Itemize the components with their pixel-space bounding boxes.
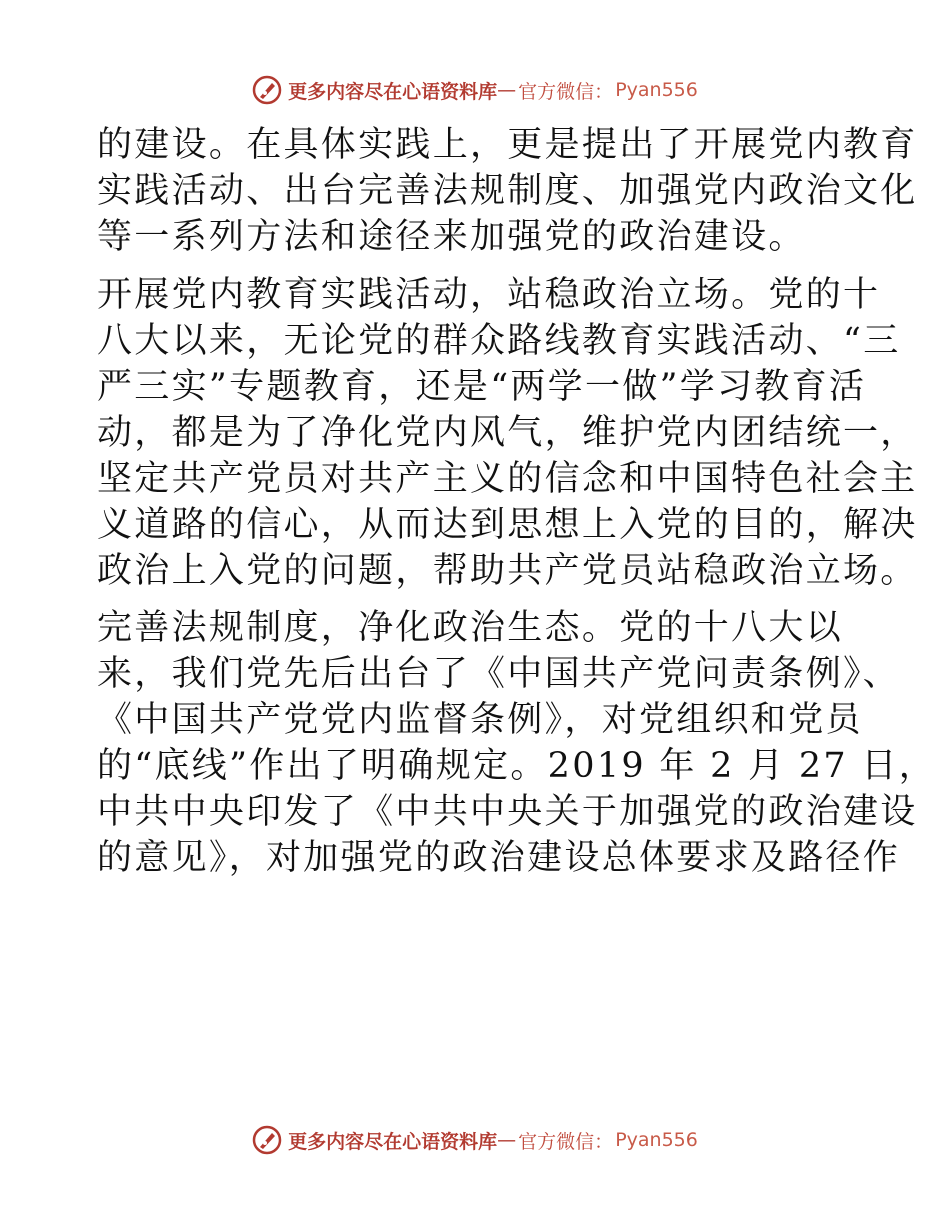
watermark-header (0, 72, 950, 108)
text-line: 的建设。在具体实践上，更是提出了开展党内教育 (97, 125, 918, 165)
watermark-slogan: 更多内容尽在心语资料库 (288, 1130, 498, 1153)
pen-nib-circle-icon (252, 75, 282, 105)
watermark-wechat-id: Pyan556 (615, 79, 698, 101)
watermark-footer (0, 1122, 950, 1158)
text-line: 完善法规制度，净化政治生态。党的十八大以 (97, 608, 844, 648)
text-line: 的意见》，对加强党的政治建设总体要求及路径作 (97, 838, 901, 878)
text-line: 《中国共产党党内监督条例》，对党组织和党员 (97, 700, 863, 740)
paragraph-2 (97, 272, 918, 594)
text-line: 义道路的信心，从而达到思想上入党的目的，解决 (97, 505, 918, 545)
text-line: 严三实”专题教育，还是“两学一做”学习教育活 (97, 367, 867, 407)
paragraph-3 (97, 605, 936, 881)
watermark-dash: — (497, 1129, 517, 1151)
text-line: 的“底线”作出了明确规定。2019 年 2 月 27 日， (97, 746, 936, 786)
text-line: 来，我们党先后出台了《中国共产党问责条例》、 (97, 654, 901, 694)
document-body (97, 122, 936, 881)
text-line: 坚定共产党员对共产主义的信念和中国特色社会主 (97, 459, 918, 499)
watermark-wechat-id: Pyan556 (615, 1129, 698, 1151)
paragraph-1 (97, 122, 918, 260)
text-line: 八大以来，无论党的群众路线教育实践活动、“三 (97, 321, 901, 361)
text-line: 等一系列方法和途径来加强党的政治建设。 (97, 217, 806, 257)
pen-nib-circle-icon (252, 1125, 282, 1155)
text-line: 实践活动、出台完善法规制度、加强党内政治文化 (97, 171, 918, 211)
text-line: 动，都是为了净化党内风气，维护党内团结统一， (97, 413, 918, 453)
watermark-dash: — (497, 79, 517, 101)
watermark-official-label: 官方微信： (518, 1130, 614, 1153)
text-line: 中共中央印发了《中共中央关于加强党的政治建设 (97, 792, 918, 832)
watermark-slogan: 更多内容尽在心语资料库 (288, 80, 498, 103)
text-line: 开展党内教育实践活动，站稳政治立场。党的十 (97, 275, 881, 315)
text-line: 政治上入党的问题，帮助共产党员站稳政治立场。 (97, 551, 918, 591)
watermark-official-label: 官方微信： (518, 80, 614, 103)
